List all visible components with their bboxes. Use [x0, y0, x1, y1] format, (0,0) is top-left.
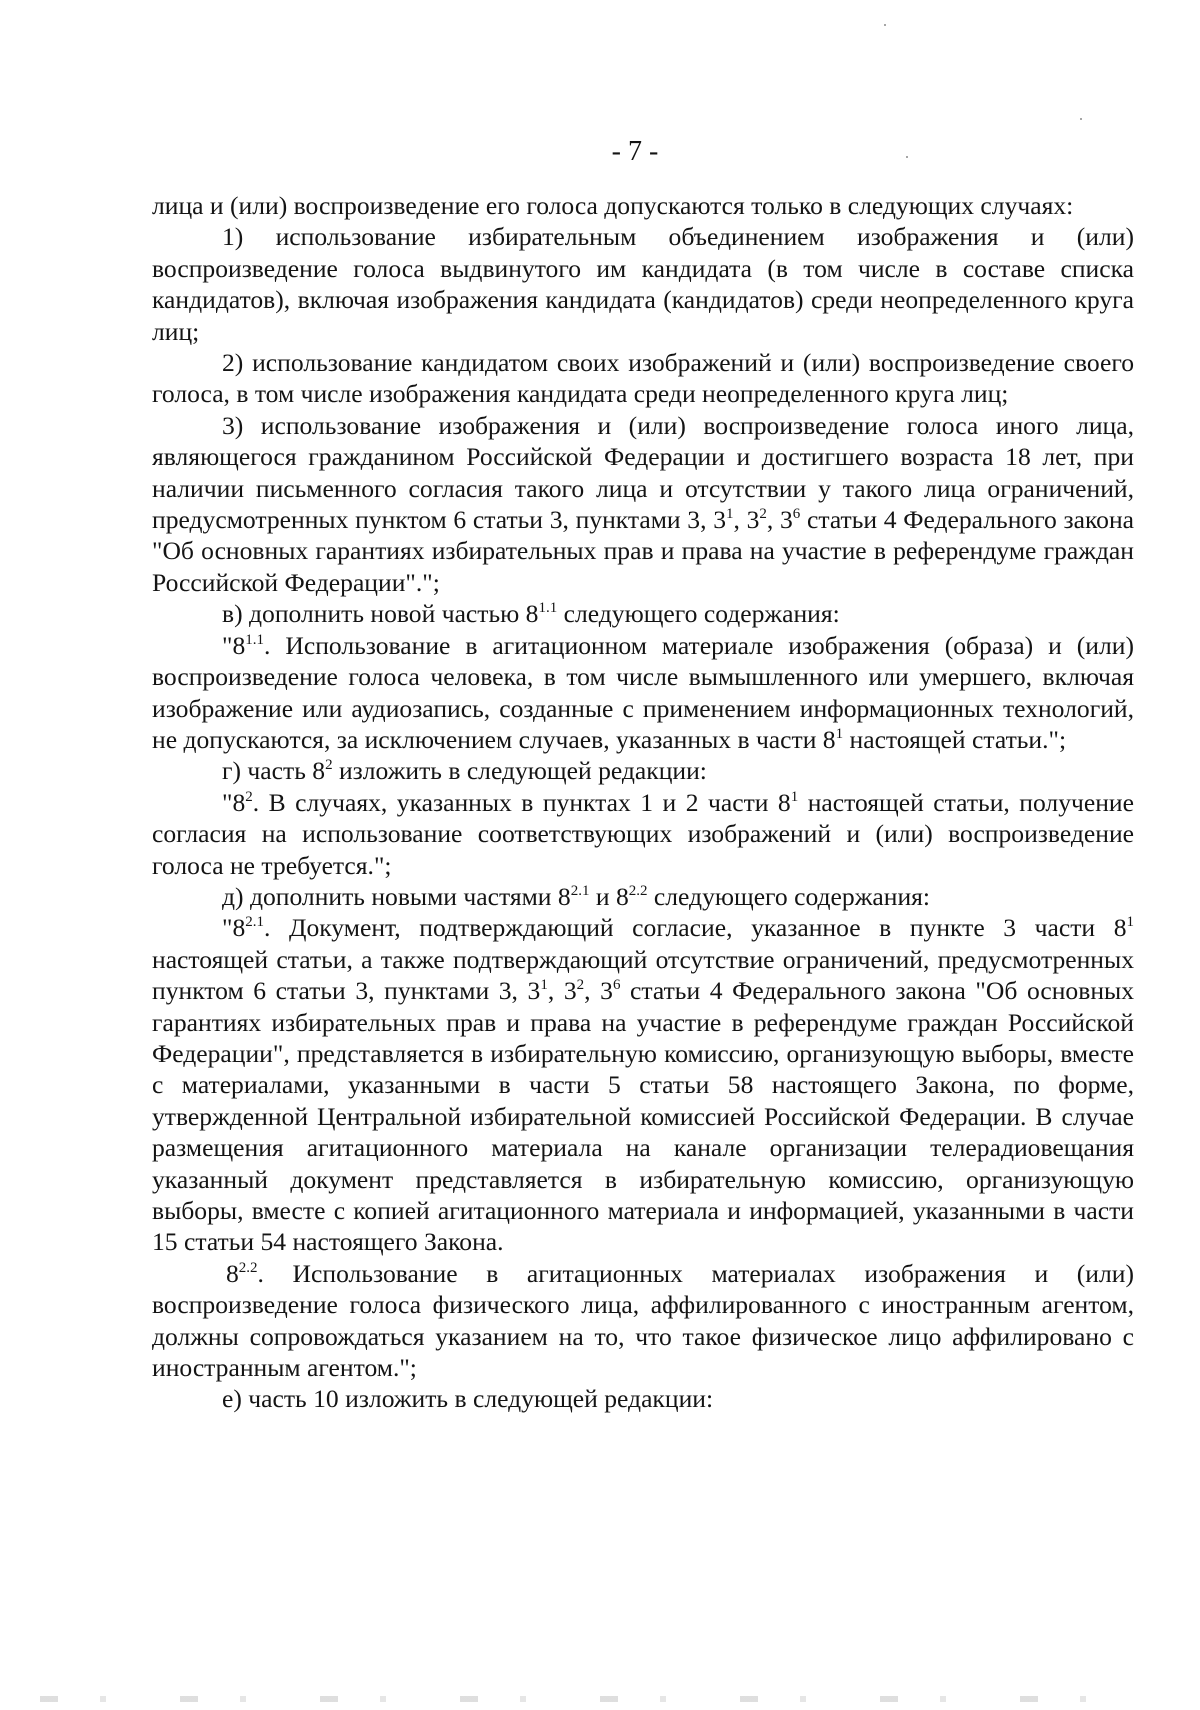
scan-speck [884, 24, 886, 26]
text-run: статьи 4 Федерального закона "Об основных гарантиях избирательных прав и права на участие в референдуме граждан Российской Федерации", представляется в избирательную комиссию, организующую выборы, вместе с материалами, указанными в части 5 статьи 58 настоящего Закона, по форме, утвержденной Центральной избирательной комиссией Российской Федерации. В случае размещения агитационного материала на канале организации телерадиовещания указанный документ представляется в избирательную комиссию, организующую выборы, вместе с копией агитационного материала и информацией, указанными в части 15 статьи 54 настоящего Закона. [152, 976, 1135, 1257]
superscript: 2 [759, 506, 767, 523]
superscript: 1.1 [245, 631, 264, 648]
text-run: д) дополнить новыми частями 8 [222, 881, 571, 911]
superscript: 2.2 [238, 1259, 258, 1276]
superscript: 6 [612, 977, 621, 994]
list-item-2 [152, 347, 1134, 410]
text-run: и 8 [589, 881, 629, 911]
superscript: 1 [835, 725, 844, 742]
text-run: , 3 [584, 976, 613, 1006]
text-run: . Документ, подтверждающий согласие, указанное в пункте 3 части 8 [264, 913, 1127, 943]
amendment-item-g [152, 755, 1134, 786]
text-run: 1) использование избирательным объединением изображения и (или) воспроизведение голоса выдвинутого им кандидата (в том числе в составе списка кандидатов), включая изображения кандидата (кандидатов) среди неопределенного круга лиц; [152, 222, 1134, 346]
text-run: , 3 [766, 505, 793, 535]
amendment-item-v [152, 598, 1134, 629]
superscript: 2 [576, 977, 585, 994]
text-run: настоящей статьи."; [843, 724, 1067, 754]
superscript: 1 [790, 788, 799, 805]
text-run: следующего содержания: [647, 881, 931, 911]
amendment-item-d [152, 881, 1134, 912]
text-run: "8 [222, 630, 246, 660]
text-run: е) часть 10 изложить в следующей редакции: [222, 1384, 714, 1414]
text-run: в) дополнить новой частью 8 [222, 599, 539, 629]
part-8-2-2-text [152, 1258, 1134, 1384]
scan-edge-noise [40, 1696, 1160, 1702]
document-body [152, 190, 1134, 1415]
amendment-item-e [152, 1383, 1134, 1414]
text-run: г) часть 8 [222, 756, 326, 786]
superscript: 6 [792, 506, 801, 523]
text-run: "8 [222, 787, 246, 817]
scan-speck [906, 156, 908, 158]
text-run: изложить в следующей редакции: [332, 756, 707, 786]
superscript: 2 [325, 757, 333, 774]
text-run: . Использование в агитационных материалах изображения и (или) воспроизведение голоса физического лица, аффилированного с иностранным агентом, должны сопровождаться указанием на то, что такое физическое лицо аффилировано с иностранным агентом."; [152, 1258, 1134, 1383]
page-number: - 7 - [611, 136, 659, 167]
text-run: "8 [222, 913, 246, 943]
list-item-1 [152, 221, 1134, 347]
text-run: 3) использование изображения и (или) воспроизведение голоса иного лица, являющегося гражданином Российской Федерации и достигшего возраста 18 лет, при наличии письменного согласия такого лица и отсутствии у такого лица ограничений, предусмотренных пунктом 6 статьи 3, пунктами 3, 3 [152, 410, 1134, 535]
list-item-3 [152, 410, 1134, 598]
part-8-2-1-text [152, 912, 1134, 1257]
text-run: . Использование в агитационном материале изображения (образа) и (или) воспроизведение голоса человека, в том числе вымышленного или умершего, включая изображение или аудиозапись, созданные с применением информационных технологий, не допускаются, за исключением случаев, указанных в части 8 [152, 630, 1134, 754]
text-run: . В случаях, указанных в пунктах 1 и 2 части 8 [252, 787, 791, 817]
text-run: , 3 [547, 976, 577, 1006]
text-run: лица и (или) воспроизведение его голоса допускаются только в следующих случаях: [152, 191, 1074, 220]
text-run: 8 [226, 1258, 239, 1288]
text-run: , 3 [733, 505, 760, 535]
part-8-1-1-text [152, 630, 1134, 756]
text-run: настоящей статьи, а также подтверждающий отсутствие ограничений, предусмотренных пунктом 6 статьи 3, пунктами 3, 3 [152, 944, 1134, 1006]
superscript: 2.1 [570, 882, 590, 899]
superscript: 2 [245, 788, 253, 805]
superscript: 1 [540, 977, 548, 994]
text-run: статьи 4 Федерального закона "Об основных гарантиях избирательных прав и права на участие в референдуме граждан Российской Федерации"."; [152, 505, 1135, 597]
text-run: следующего содержания: [557, 599, 840, 629]
superscript: 1 [726, 506, 734, 523]
superscript: 1 [1126, 914, 1134, 931]
paragraph-intro [152, 190, 1134, 221]
text-run: 2) использование кандидатом своих изображений и (или) воспроизведение своего голоса, в том числе изображения кандидата среди неопределенного круга лиц; [152, 348, 1134, 409]
scan-speck [1080, 118, 1082, 120]
superscript: 2.1 [245, 914, 264, 931]
text-run: настоящей статьи, получение согласия на использование соответствующих изображений и (или) воспроизведение голоса не требуется."; [152, 787, 1134, 880]
superscript: 2.2 [628, 882, 648, 899]
part-8-2-text [152, 787, 1134, 881]
superscript: 1.1 [538, 600, 558, 617]
